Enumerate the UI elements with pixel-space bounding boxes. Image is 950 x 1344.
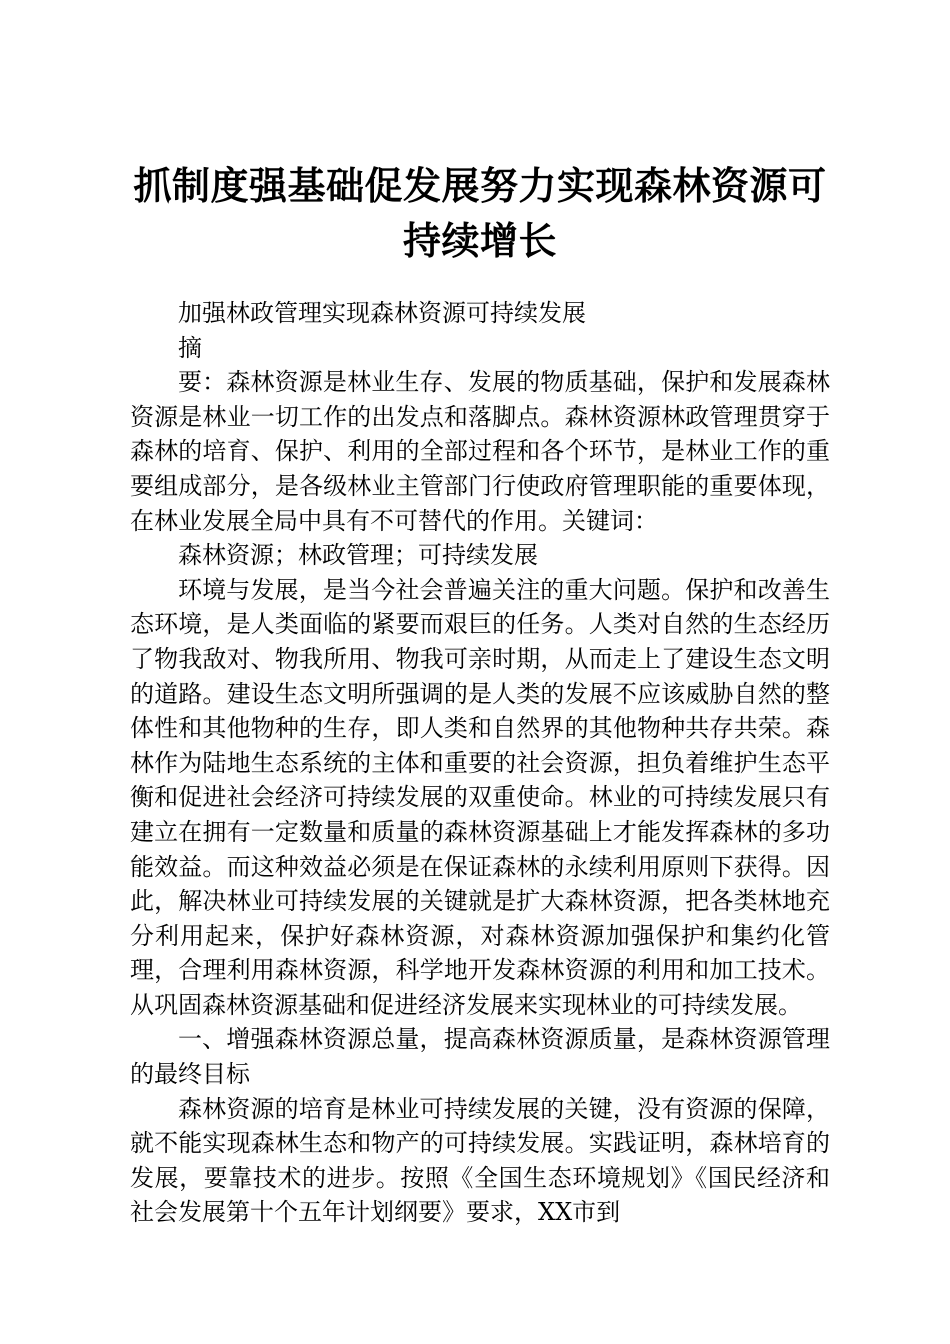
document-title: 抓制度强基础促发展努力实现森林资源可持续增长 [133, 163, 827, 263]
abstract-paragraph: 要：森林资源是林业生存、发展的物质基础，保护和发展森林资源是林业一切工作的出发点和落脚点。森林资源林政管理贯穿于森林的培育、保护、利用的全部过程和各个环节，是林业工作的重要组成部分，是各级林业主管部门行使政府管理职能的重要体现，在林业发展全局中具有不可替代的作用。关键词： [130, 368, 830, 535]
document-body [130, 296, 830, 1230]
body-paragraph: 环境与发展，是当今社会普遍关注的重大问题。保护和改善生态环境，是人类面临的紧要而艰巨的任务。人类对自然的生态经历了物我敌对、物我所用、物我可亲时期，从而走上了建设生态文明的道路。建设生态文明所强调的是人类的发展不应该威胁自然的整体性和其他物种的生存，即人类和自然界的其他物种共存共荣。森林作为陆地生态系统的主体和重要的社会资源，担负着维护生态平衡和促进社会经济可持续发展的双重使命。林业的可持续发展只有建立在拥有一定数量和质量的森林资源基础上才能发挥森林的多功能效益。而这种效益必须是在保证森林的永续利用原则下获得。因此，解决林业可持续发展的关键就是扩大森林资源，把各类林地充分利用起来，保护好森林资源，对森林资源加强保护和集约化管理，合理利用森林资源，科学地开发森林资源的利用和加工技术。从巩固森林资源基础和促进经济发展来实现林业的可持续发展。 [130, 575, 830, 1019]
abstract-label-paragraph: 摘 [178, 333, 202, 362]
subtitle-paragraph: 加强林政管理实现森林资源可持续发展 [178, 299, 586, 327]
body-paragraph: 森林资源的培育是林业可持续发展的关键，没有资源的保障，就不能实现森林生态和物产的可持续发展。实践证明，森林培育的发展，要靠技术的进步。按照《全国生态环境规划》《国民经济和社会发展第十个五年计划纲要》要求，XX市到 [130, 1094, 830, 1227]
keywords-paragraph: 森林资源；林政管理；可持续发展 [178, 541, 538, 570]
section-heading: 一、增强森林资源总量，提高森林资源质量，是森林资源管理的最终目标 [130, 1025, 830, 1089]
